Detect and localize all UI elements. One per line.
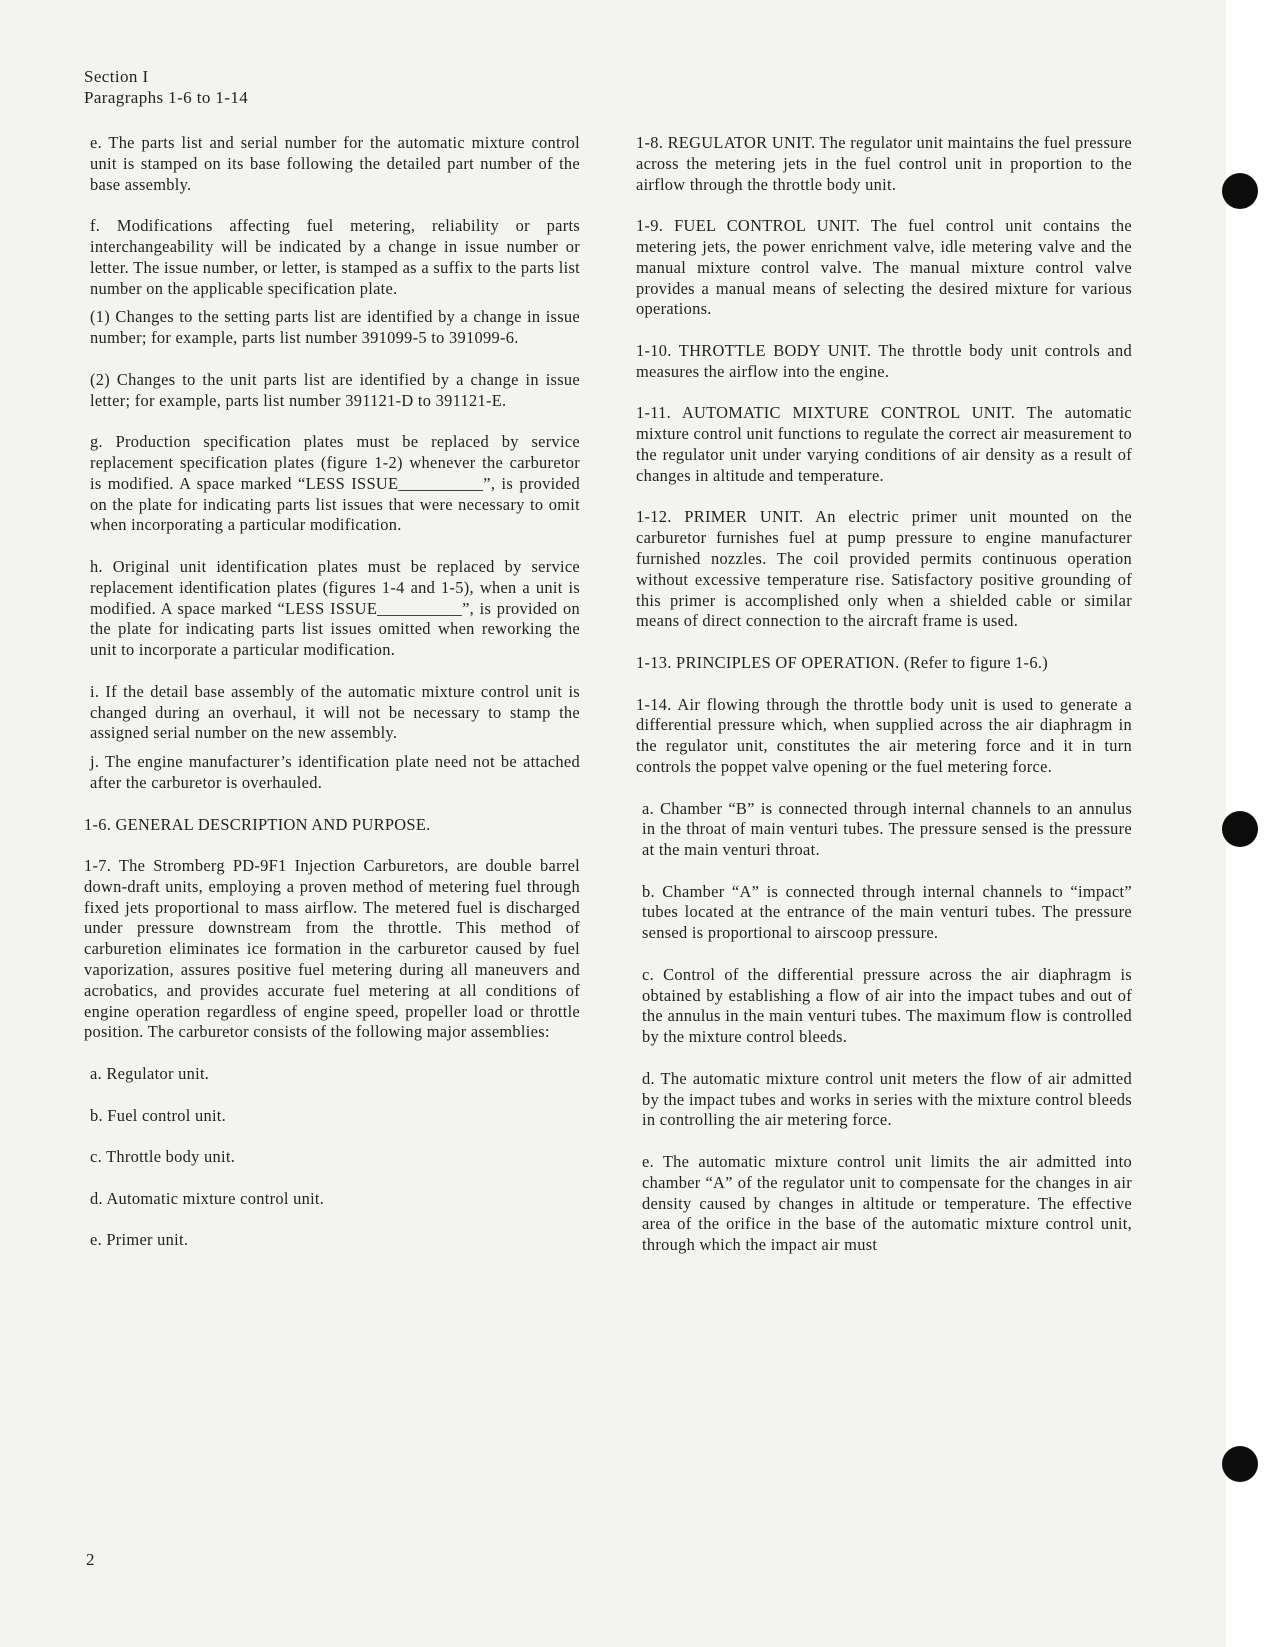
paragraph-1-12: 1-12. PRIMER UNIT. An electric primer unit mounted on the carburetor furnishes fuel at pump pressure to engine manufacturer furnished nozzles. The coil provided permits continuous operation without excessive temperature rise. Satisfactory positive grounding of this primer is accomplished only when a shielded cable or similar means of direct connection to the aircraft frame is used.	[636, 507, 1132, 631]
paragraph-e-parts-list: e. The parts list and serial number for the automatic mixture control unit is stamped on its base following the detailed part number of the base assembly.	[90, 133, 580, 194]
list-item-fuel-control: b. Fuel control unit.	[90, 1105, 227, 1125]
paragraph-h-identification-plates: h. Original unit identification plates must be replaced by service replacement identification plates (figures 1-4 and 1-5), when a unit is modified. A space marked “LESS ISSUE__________”, is provided on the plate for indicating parts list issues omitted when reworking the unit to incorporate a particular modification.	[90, 556, 580, 660]
punch-hole	[1222, 173, 1258, 209]
paragraph-1-11: 1-11. AUTOMATIC MIXTURE CONTROL UNIT. The automatic mixture control unit functions to regulate the correct air measurement to the regulator unit under varying conditions of air density as a result of changes in altitude and temperature.	[636, 403, 1132, 485]
punch-hole	[1222, 811, 1258, 847]
paragraph-chamber-a: b. Chamber “A” is connected through internal channels to “impact” tubes located at the entrance of the main venturi tubes. The pressure sensed is proportional to airscoop pressure.	[642, 881, 1132, 943]
paragraph-mixture-limits: e. The automatic mixture control unit limits the air admitted into chamber “A” of the regulator unit to compensate for the changes in air density caused by changes in altitude or temperature. The effective area of the orifice in the base of the automatic mixture control unit, through which the impact air must	[642, 1152, 1132, 1255]
list-item-regulator: a. Regulator unit.	[90, 1064, 210, 1084]
heading-1-13: 1-13. PRINCIPLES OF OPERATION. (Refer to figure 1-6.)	[636, 652, 1048, 672]
section-label: Section I	[84, 67, 149, 86]
paragraph-1-10: 1-10. THROTTLE BODY UNIT. The throttle body unit controls and measures the airflow into the engine.	[636, 340, 1132, 381]
paragraph-i-base-assembly: i. If the detail base assembly of the automatic mixture control unit is changed during an overhaul, it will not be necessary to stamp the assigned serial number on the new assembly.	[90, 681, 580, 743]
paragraph-1-8: 1-8. REGULATOR UNIT. The regulator unit maintains the fuel pressure across the metering jets in the fuel control unit in proportion to the airflow through the throttle body unit.	[636, 133, 1132, 194]
page-header	[84, 66, 248, 108]
paragraph-1-7: 1-7. The Stromberg PD-9F1 Injection Carburetors, are double barrel down-draft units, employing a proven method of metering fuel through fixed jets proportional to mass airflow. The metered fuel is discharged under pressure downstream from the throttle. This method of carburetion eliminates ice formation in the carburetor caused by fuel vaporization, assures positive fuel metering during all maneuvers and acrobatics, and provides accurate fuel metering at all conditions of engine operation regardless of engine speed, propeller load or throttle position. The carburetor consists of the following major assemblies:	[84, 856, 580, 1042]
punch-hole	[1222, 1446, 1258, 1482]
heading-1-6: 1-6. GENERAL DESCRIPTION AND PURPOSE.	[84, 814, 431, 834]
paragraph-2-unit-parts-list: (2) Changes to the unit parts list are identified by a change in issue letter; for example, parts list number 391121-D to 391121-E.	[90, 369, 580, 410]
paragraph-1-9: 1-9. FUEL CONTROL UNIT. The fuel control unit contains the metering jets, the power enrichment valve, idle metering valve and the manual mixture control valve. The manual mixture control valve provides a manual means of selecting the desired mixture for various operations.	[636, 216, 1132, 319]
paragraph-chamber-b: a. Chamber “B” is connected through internal channels to an annulus in the throat of main venturi tubes. The pressure sensed is the pressure at the main venturi throat.	[642, 798, 1132, 860]
paragraph-range: Paragraphs 1-6 to 1-14	[84, 88, 249, 107]
list-item-mixture-control: d. Automatic mixture control unit.	[90, 1188, 325, 1208]
list-item-throttle-body: c. Throttle body unit.	[90, 1147, 236, 1167]
list-item-primer: e. Primer unit.	[90, 1230, 189, 1250]
paragraph-1-setting-parts-list: (1) Changes to the setting parts list are identified by a change in issue number; for example, parts list number 391099-5 to 391099-6.	[90, 307, 580, 348]
page-number: 2	[86, 1550, 95, 1569]
paragraph-mixture-meters: d. The automatic mixture control unit meters the flow of air admitted by the impact tubes and works in series with the mixture control bleeds in controlling the air metering force.	[642, 1068, 1132, 1130]
left-column	[84, 133, 580, 1272]
paragraph-j-engine-plate: j. The engine manufacturer’s identification plate need not be attached after the carburetor is overhauled.	[90, 752, 580, 792]
paragraph-1-14: 1-14. Air flowing through the throttle body unit is used to generate a differential pressure which, when supplied across the air diaphragm in the regulator unit, constitutes the air metering force and it in turn controls the poppet valve opening or the fuel metering force.	[636, 694, 1132, 776]
paragraph-f-modifications: f. Modifications affecting fuel metering, reliability or parts interchangeability will be indicated by a change in issue number or letter. The issue number, or letter, is stamped as a suffix to the parts list number on the applicable specification plate.	[90, 216, 580, 298]
right-column	[636, 133, 1132, 1277]
paragraph-differential-control: c. Control of the differential pressure across the air diaphragm is obtained by establishing a flow of air into the impact tubes and out of the annulus in the main venturi tubes. The maximum flow is controlled by the mixture control bleeds.	[642, 964, 1132, 1047]
paragraph-g-specification-plates: g. Production specification plates must be replaced by service replacement specification plates (figure 1-2) whenever the carburetor is modified. A space marked “LESS ISSUE__________”, is provided on the plate for indicating parts list issues that were necessary to omit when incorporating a particular modification.	[90, 432, 580, 535]
